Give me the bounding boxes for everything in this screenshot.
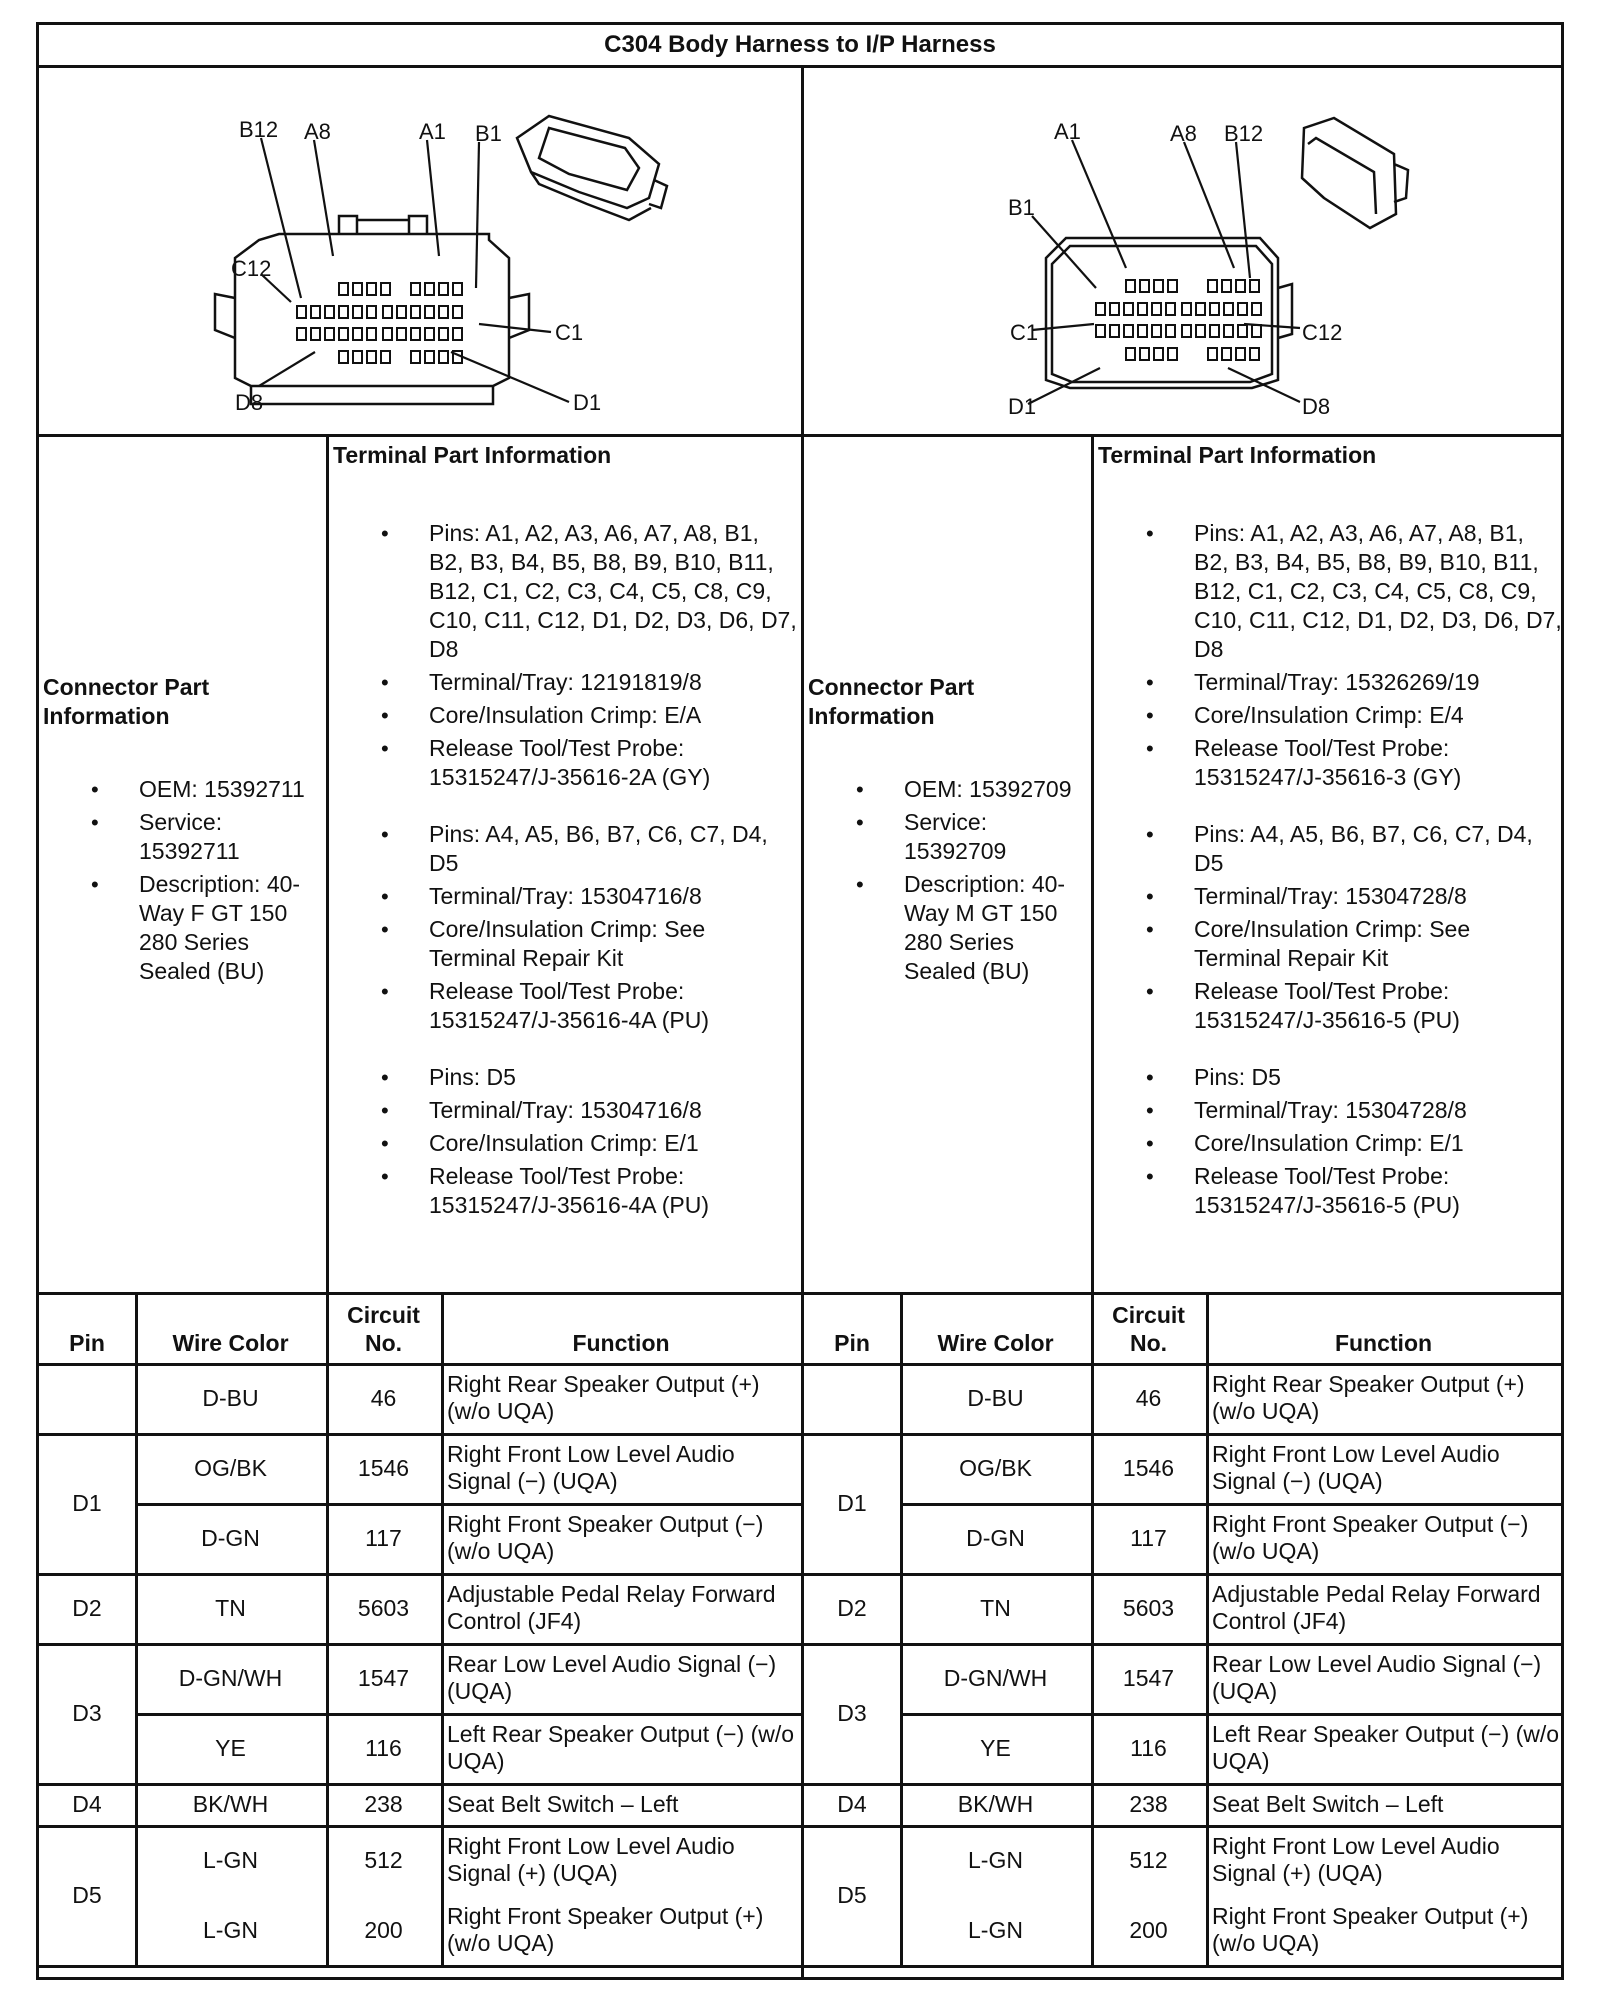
pin-cavity	[453, 283, 462, 295]
terminal-part-item: • Pins: D5	[1094, 1063, 1562, 1092]
pin-cavity	[453, 328, 462, 340]
terminal-group	[1094, 519, 1562, 792]
table-cell-circuit-no: 117	[1130, 1524, 1167, 1551]
pin-label-b1: B1	[1008, 195, 1035, 220]
pin-cavity	[383, 328, 392, 340]
table-cell-function: Right Rear Speaker Output (+) (w/o UQA)	[447, 1371, 760, 1424]
pin-cavity	[1238, 303, 1247, 315]
table-cell-pin: D2	[837, 1594, 867, 1621]
pin-cavity	[1126, 280, 1135, 292]
terminal-part-item: • Terminal/Tray: 15304716/8	[329, 882, 797, 911]
pin-cavity	[439, 306, 448, 318]
pin-cavity	[1182, 303, 1191, 315]
pin-cavity	[1210, 325, 1219, 337]
table-rule	[39, 1363, 801, 1366]
terminal-part-item: • Terminal/Tray: 15304728/8	[1094, 1096, 1562, 1125]
table-cell-pin: D3	[72, 1699, 102, 1726]
table-cell-pin: D3	[837, 1699, 867, 1726]
pin-cavity	[1154, 280, 1163, 292]
terminal-group	[1094, 1063, 1562, 1220]
pin-cavity	[311, 306, 320, 318]
pin-cavity	[1168, 348, 1177, 360]
terminal-part-groups	[329, 519, 797, 1224]
table-rule	[804, 1433, 1561, 1436]
pin-cavity	[297, 306, 306, 318]
pin-cavity	[339, 306, 348, 318]
table-rule	[1206, 1295, 1209, 1965]
terminal-group	[329, 820, 797, 1035]
table-cell-function: Right Front Low Level Audio Signal (+) (UQA)	[447, 1833, 735, 1886]
terminal-part-item: • Terminal/Tray: 15326269/19	[1094, 668, 1562, 697]
table-cell-function: Right Front Speaker Output (−) (w/o UQA)	[447, 1511, 764, 1564]
pin-cavity	[1154, 348, 1163, 360]
table-header-pin: Pin	[69, 1330, 105, 1356]
pin-cavity	[453, 306, 462, 318]
table-cell-wire-color: YE	[215, 1734, 246, 1761]
pin-cavity	[381, 283, 390, 295]
pin-cavity	[1138, 303, 1147, 315]
terminal-part-item: • Core/Insulation Crimp: E/1	[329, 1129, 797, 1158]
terminal-part-item: • Pins: D5	[329, 1063, 797, 1092]
pin-label-d1: D1	[573, 390, 602, 415]
pin-cavity	[367, 306, 376, 318]
terminal-part-item: • Pins: A4, A5, B6, B7, C6, C7, D4, D5	[1094, 820, 1562, 878]
table-cell-circuit-no: 5603	[1122, 1594, 1175, 1621]
table-cell-wire-color: YE	[980, 1734, 1011, 1761]
table-cell-wire-color: TN	[980, 1594, 1011, 1621]
pin-cavity	[1236, 348, 1245, 360]
table-cell-circuit-no: 1546	[1122, 1454, 1175, 1481]
terminal-part-item: • Release Tool/Test Probe: 15315247/J-35616-5 (PU)	[1094, 977, 1562, 1035]
pin-cavity	[1096, 325, 1105, 337]
table-cell-circuit-no: 46	[1135, 1384, 1162, 1411]
table-cell-circuit-no: 5603	[357, 1594, 410, 1621]
connector-sheet	[36, 22, 1564, 1980]
table-cell-wire-color: D-BU	[202, 1384, 259, 1411]
connector-part-list	[804, 775, 1092, 990]
table-cell-circuit-no: 1546	[357, 1454, 410, 1481]
male-connector-diagram	[804, 68, 1561, 434]
pin-cavity	[411, 283, 420, 295]
connector-part-header: Connector Part Information	[43, 674, 210, 729]
table-header-circuit-no: Circuit No.	[1112, 1302, 1185, 1356]
sheet-title: C304 Body Harness to I/P Harness	[604, 31, 996, 58]
table-rule	[1091, 1295, 1094, 1965]
pin-cavity	[1096, 303, 1105, 315]
table-cell-wire-color: D-GN	[966, 1524, 1025, 1551]
terminal-part-item: • Core/Insulation Crimp: See Terminal Repair Kit	[329, 915, 797, 973]
table-rule	[900, 1295, 903, 1965]
connector-part-header: Connector Part Information	[808, 674, 975, 729]
pin-cavity	[1140, 280, 1149, 292]
pin-cavity	[1124, 325, 1133, 337]
table-rule	[39, 1825, 801, 1828]
pin-cavity	[1224, 303, 1233, 315]
terminal-part-item: • Pins: A4, A5, B6, B7, C6, C7, D4, D5	[329, 820, 797, 878]
pin-cavity	[1152, 325, 1161, 337]
pin-cavity	[383, 306, 392, 318]
terminal-part-item: • Pins: A1, A2, A3, A6, A7, A8, B1, B2, B3, B4, B5, B8, B9, B10, B11, B12, C1, C2, C3, C4, C5, C8, C9, C10, C11, C12, D1, D2, D3, D6, D7, D8	[1094, 519, 1562, 664]
table-cell-wire-color: BK/WH	[192, 1790, 269, 1817]
pin-cavity	[425, 283, 434, 295]
pin-cavity	[297, 328, 306, 340]
pin-label-c12: C12	[1302, 320, 1343, 345]
table-cell-function: Left Rear Speaker Output (−) (w/o UQA)	[447, 1721, 795, 1774]
pin-cavity	[397, 306, 406, 318]
pin-cavity	[325, 306, 334, 318]
pin-cavity	[339, 283, 348, 295]
table-rule	[39, 1573, 801, 1576]
table-cell-pin: D1	[837, 1489, 867, 1516]
connector-part-list	[39, 775, 327, 990]
pin-cavity	[1110, 303, 1119, 315]
pin-label-a8: A8	[304, 119, 331, 144]
pin-label-a8: A8	[1170, 121, 1197, 146]
terminal-part-item: • Terminal/Tray: 15304728/8	[1094, 882, 1562, 911]
terminal-group	[1094, 820, 1562, 1035]
pin-cavity	[1210, 303, 1219, 315]
terminal-part-item: • Core/Insulation Crimp: E/1	[1094, 1129, 1562, 1158]
table-cell-circuit-no: 238	[364, 1790, 403, 1817]
pin-cavity	[425, 328, 434, 340]
connector-part-item: • Service: 15392711	[39, 808, 327, 866]
table-cell-function: Right Front Speaker Output (+) (w/o UQA)	[447, 1903, 764, 1956]
terminal-part-header: Terminal Part Information	[333, 442, 612, 468]
connector-part-item: • Description: 40-Way F GT 150 280 Series Sealed (BU)	[39, 870, 327, 986]
table-header-wire-color: Wire Color	[937, 1330, 1054, 1356]
pin-cavity	[1196, 325, 1205, 337]
terminal-part-groups	[1094, 519, 1562, 1224]
table-cell-circuit-no: 200	[1129, 1916, 1168, 1943]
table-header-pin: Pin	[834, 1330, 870, 1356]
pin-cavity	[439, 328, 448, 340]
table-cell-wire-color: OG/BK	[194, 1454, 267, 1481]
pin-cavity	[425, 306, 434, 318]
pin-cavity	[367, 351, 376, 363]
table-header-wire-color: Wire Color	[172, 1330, 289, 1356]
table-cell-wire-color: D-GN	[201, 1524, 260, 1551]
table-rule	[804, 1965, 1561, 1968]
connector-part-item: • OEM: 15392709	[804, 775, 1092, 804]
terminal-part-item: • Core/Insulation Crimp: E/A	[329, 701, 797, 730]
pin-cavity	[311, 328, 320, 340]
table-header-circuit-no: Circuit No.	[347, 1302, 420, 1356]
divider	[39, 434, 1561, 437]
pin-cavity	[1208, 348, 1217, 360]
terminal-part-item: • Terminal/Tray: 15304716/8	[329, 1096, 797, 1125]
table-cell-wire-color: TN	[215, 1594, 246, 1621]
terminal-part-item: • Release Tool/Test Probe: 15315247/J-35616-2A (GY)	[329, 734, 797, 792]
table-cell-pin	[39, 1363, 135, 1433]
terminal-part-item: • Core/Insulation Crimp: See Terminal Repair Kit	[1094, 915, 1562, 973]
pin-cavity	[1224, 325, 1233, 337]
table-cell-circuit-no: 512	[1129, 1846, 1168, 1873]
table-cell-function: Right Front Low Level Audio Signal (+) (UQA)	[1212, 1833, 1500, 1886]
table-cell-function: Right Front Speaker Output (−) (w/o UQA)	[1212, 1511, 1529, 1564]
pin-cavity	[1110, 325, 1119, 337]
pin-cavity	[411, 351, 420, 363]
table-cell-wire-color: L-GN	[203, 1916, 258, 1943]
pin-cavity	[411, 306, 420, 318]
table-cell-function: Left Rear Speaker Output (−) (w/o UQA)	[1212, 1721, 1560, 1774]
pin-cavity	[325, 328, 334, 340]
pin-cavity	[1252, 325, 1261, 337]
pin-label-c12: C12	[231, 256, 272, 281]
terminal-part-item: • Release Tool/Test Probe: 15315247/J-35616-4A (PU)	[329, 977, 797, 1035]
pin-cavity	[1124, 303, 1133, 315]
table-cell-circuit-no: 116	[365, 1734, 402, 1761]
pin-label-c1: C1	[555, 320, 584, 345]
table-cell-circuit-no: 238	[1129, 1790, 1168, 1817]
table-cell-pin: D4	[72, 1790, 102, 1817]
table-cell-circuit-no: 1547	[357, 1664, 410, 1691]
table-cell-pin: D5	[72, 1881, 102, 1908]
pin-cavity	[1250, 348, 1259, 360]
table-cell-wire-color: L-GN	[203, 1846, 258, 1873]
terminal-part-item: • Pins: A1, A2, A3, A6, A7, A8, B1, B2, B3, B4, B5, B8, B9, B10, B11, B12, C1, C2, C3, C4, C5, C8, C9, C10, C11, C12, D1, D2, D3, D6, D7, D8	[329, 519, 797, 664]
pin-cavity	[1166, 325, 1175, 337]
table-cell-wire-color: OG/BK	[959, 1454, 1032, 1481]
table-cell-wire-color: D-GN/WH	[943, 1664, 1048, 1691]
table-cell-function: Right Front Low Level Audio Signal (−) (UQA)	[447, 1441, 735, 1494]
table-cell-pin: D5	[837, 1881, 867, 1908]
table-cell-function: Rear Low Level Audio Signal (−) (UQA)	[447, 1651, 777, 1704]
pin-cavity	[1182, 325, 1191, 337]
pin-cavity	[1166, 303, 1175, 315]
table-rule	[804, 1783, 1561, 1786]
table-rule	[804, 1363, 1561, 1366]
table-rule	[135, 1295, 138, 1965]
pin-cavity	[339, 351, 348, 363]
table-cell-circuit-no: 117	[365, 1524, 402, 1551]
pin-cavity	[397, 328, 406, 340]
table-rule	[441, 1295, 444, 1965]
table-header-function: Function	[572, 1330, 670, 1356]
table-cell-wire-color: L-GN	[968, 1846, 1023, 1873]
pin-cavity	[367, 283, 376, 295]
table-cell-circuit-no: 200	[364, 1916, 403, 1943]
pin-cavity	[1250, 280, 1259, 292]
table-cell-wire-color: BK/WH	[957, 1790, 1034, 1817]
female-connector-diagram	[39, 68, 801, 434]
table-cell-wire-color: D-GN/WH	[178, 1664, 283, 1691]
pin-label-d1: D1	[1008, 394, 1037, 419]
table-cell-function: Adjustable Pedal Relay Forward Control (JF4)	[1212, 1581, 1541, 1634]
table-cell-wire-color: L-GN	[968, 1916, 1023, 1943]
table-rule	[39, 1643, 801, 1646]
table-header-function: Function	[1334, 1330, 1433, 1356]
pin-cavity	[425, 351, 434, 363]
table-cell-circuit-no: 46	[370, 1384, 397, 1411]
terminal-part-item: • Release Tool/Test Probe: 15315247/J-35616-5 (PU)	[1094, 1162, 1562, 1220]
pin-label-a1: A1	[1054, 119, 1081, 144]
terminal-group	[329, 519, 797, 792]
pin-cavity	[367, 328, 376, 340]
pin-cavity	[1152, 303, 1161, 315]
pin-cavity	[353, 328, 362, 340]
table-cell-circuit-no: 1547	[1122, 1664, 1175, 1691]
pin-cavity	[381, 351, 390, 363]
table-rule	[39, 1965, 801, 1968]
table-cell-function: Seat Belt Switch – Left	[447, 1790, 679, 1817]
table-cell-pin: D4	[837, 1790, 867, 1817]
table-cell-function: Adjustable Pedal Relay Forward Control (JF4)	[447, 1581, 776, 1634]
table-cell-circuit-no: 116	[1130, 1734, 1167, 1761]
pin-label-d8: D8	[1302, 394, 1331, 419]
table-rule	[39, 1783, 801, 1786]
table-rule	[135, 1503, 801, 1506]
pin-cavity	[1138, 325, 1147, 337]
table-cell-function: Right Front Low Level Audio Signal (−) (UQA)	[1212, 1441, 1500, 1494]
terminal-part-item: • Release Tool/Test Probe: 15315247/J-35616-4A (PU)	[329, 1162, 797, 1220]
table-rule	[900, 1503, 1561, 1506]
pin-label-b1: B1	[475, 121, 502, 146]
pin-label-c1: C1	[1010, 320, 1039, 345]
connector-part-item: • OEM: 15392711	[39, 775, 327, 804]
table-cell-wire-color: D-BU	[967, 1384, 1024, 1411]
pin-cavity	[439, 351, 448, 363]
pin-cavity	[1222, 280, 1231, 292]
terminal-part-header: Terminal Part Information	[1098, 442, 1377, 468]
table-cell-function: Seat Belt Switch – Left	[1212, 1790, 1444, 1817]
table-rule	[135, 1713, 801, 1716]
table-cell-pin: D2	[72, 1594, 102, 1621]
pin-label-a1: A1	[419, 119, 446, 144]
table-rule	[326, 1295, 329, 1965]
terminal-part-item: • Terminal/Tray: 12191819/8	[329, 668, 797, 697]
table-rule	[804, 1573, 1561, 1576]
terminal-part-item: • Core/Insulation Crimp: E/4	[1094, 701, 1562, 730]
pin-cavity	[1238, 325, 1247, 337]
pin-cavity	[1196, 303, 1205, 315]
pin-cavity	[1252, 303, 1261, 315]
table-rule	[804, 1643, 1561, 1646]
pin-cavity	[1140, 348, 1149, 360]
table-cell-pin	[804, 1363, 900, 1433]
pin-cavity	[411, 328, 420, 340]
table-rule	[804, 1825, 1561, 1828]
pin-cavity	[1126, 348, 1135, 360]
pin-cavity	[339, 328, 348, 340]
pin-cavity	[1222, 348, 1231, 360]
connector-part-item: • Description: 40-Way M GT 150 280 Series Sealed (BU)	[804, 870, 1092, 986]
terminal-group	[329, 1063, 797, 1220]
table-cell-function: Right Front Speaker Output (+) (w/o UQA)	[1212, 1903, 1529, 1956]
pin-cavity	[353, 351, 362, 363]
table-rule	[39, 1433, 801, 1436]
table-cell-circuit-no: 512	[364, 1846, 403, 1873]
table-cell-function: Rear Low Level Audio Signal (−) (UQA)	[1212, 1651, 1542, 1704]
pin-cavity	[439, 283, 448, 295]
pin-cavity	[1208, 280, 1217, 292]
table-cell-function: Right Rear Speaker Output (+) (w/o UQA)	[1212, 1371, 1525, 1424]
pin-cavity	[353, 283, 362, 295]
pin-cavity	[1236, 280, 1245, 292]
pin-cavity	[1168, 280, 1177, 292]
table-rule	[900, 1713, 1561, 1716]
pin-label-b12: B12	[239, 117, 279, 142]
pin-label-d8: D8	[235, 390, 264, 415]
connector-part-item: • Service: 15392709	[804, 808, 1092, 866]
pin-cavity	[353, 306, 362, 318]
table-cell-pin: D1	[72, 1489, 102, 1516]
terminal-part-item: • Release Tool/Test Probe: 15315247/J-35616-3 (GY)	[1094, 734, 1562, 792]
pin-label-b12: B12	[1224, 121, 1264, 146]
